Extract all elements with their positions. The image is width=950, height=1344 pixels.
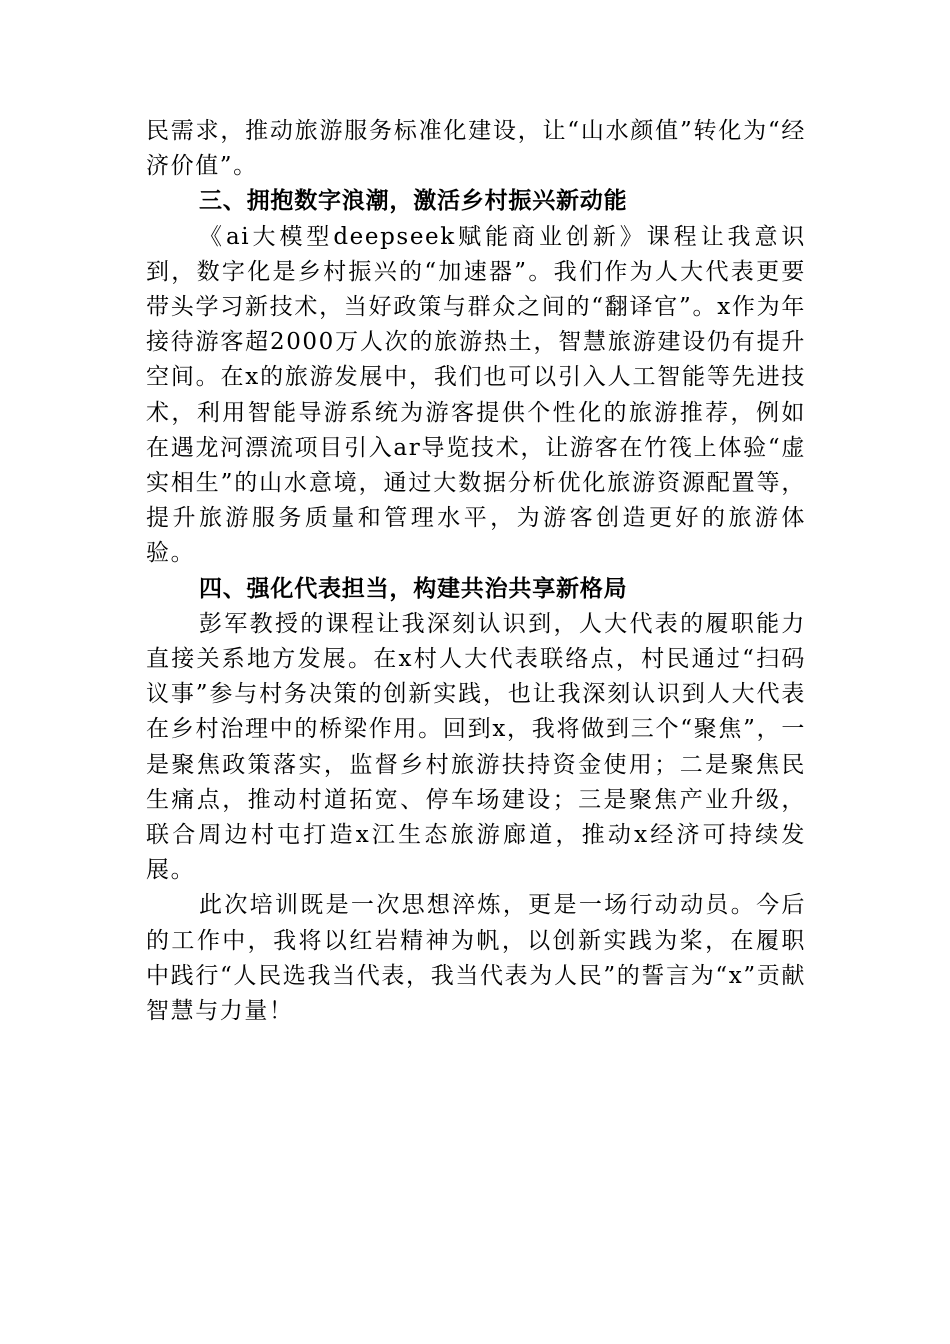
paragraph-representative-role: 彭军教授的课程让我深刻认识到，人大代表的履职能力直接关系地方发展。在x村人大代表联络点，村民通过“扫码议事”参与村务决策的创新实践，也让我深刻认识到人大代表在乡村治理中的桥梁作用。回到x，我将做到三个“聚焦”，一是聚焦政策落实，监督乡村旅游扶持资金使用；二是聚焦民生痛点，推动村道拓宽、停车场建设；三是聚焦产业升级，联合周边村屯打造x江生态旅游廊道，推动x经济可持续发展。 <box>146 610 806 884</box>
paragraph-continuation: 民需求，推动旅游服务标准化建设，让“山水颜值”转化为“经济价值”。 <box>146 118 806 180</box>
paragraph-conclusion: 此次培训既是一次思想淬炼，更是一场行动动员。今后的工作中，我将以红岩精神为帆，以创新实践为桨，在履职中践行“人民选我当代表，我当代表为人民”的誓言为“x”贡献智慧与力量！ <box>146 892 806 1025</box>
section-heading-four: 四、强化代表担当，构建共治共享新格局 <box>199 575 628 602</box>
section-heading-three: 三、拥抱数字浪潮，激活乡村振兴新动能 <box>199 188 628 215</box>
paragraph-digital-wave: 《ai大模型deepseek赋能商业创新》课程让我意识到，数字化是乡村振兴的“加速器”。我们作为人大代表更要带头学习新技术，当好政策与群众之间的“翻译官”。x作为年接待游客超2000万人次的旅游热土，智慧旅游建设仍有提升空间。在x的旅游发展中，我们也可以引入人工智能等先进技术，利用智能导游系统为游客提供个性化的旅游推荐，例如在遇龙河漂流项目引入ar导览技术，让游客在竹筏上体验“虚实相生”的山水意境，通过大数据分析优化旅游资源配置等，提升旅游服务质量和管理水平，为游客创造更好的旅游体验。 <box>146 223 806 567</box>
document-page <box>146 114 806 1029</box>
